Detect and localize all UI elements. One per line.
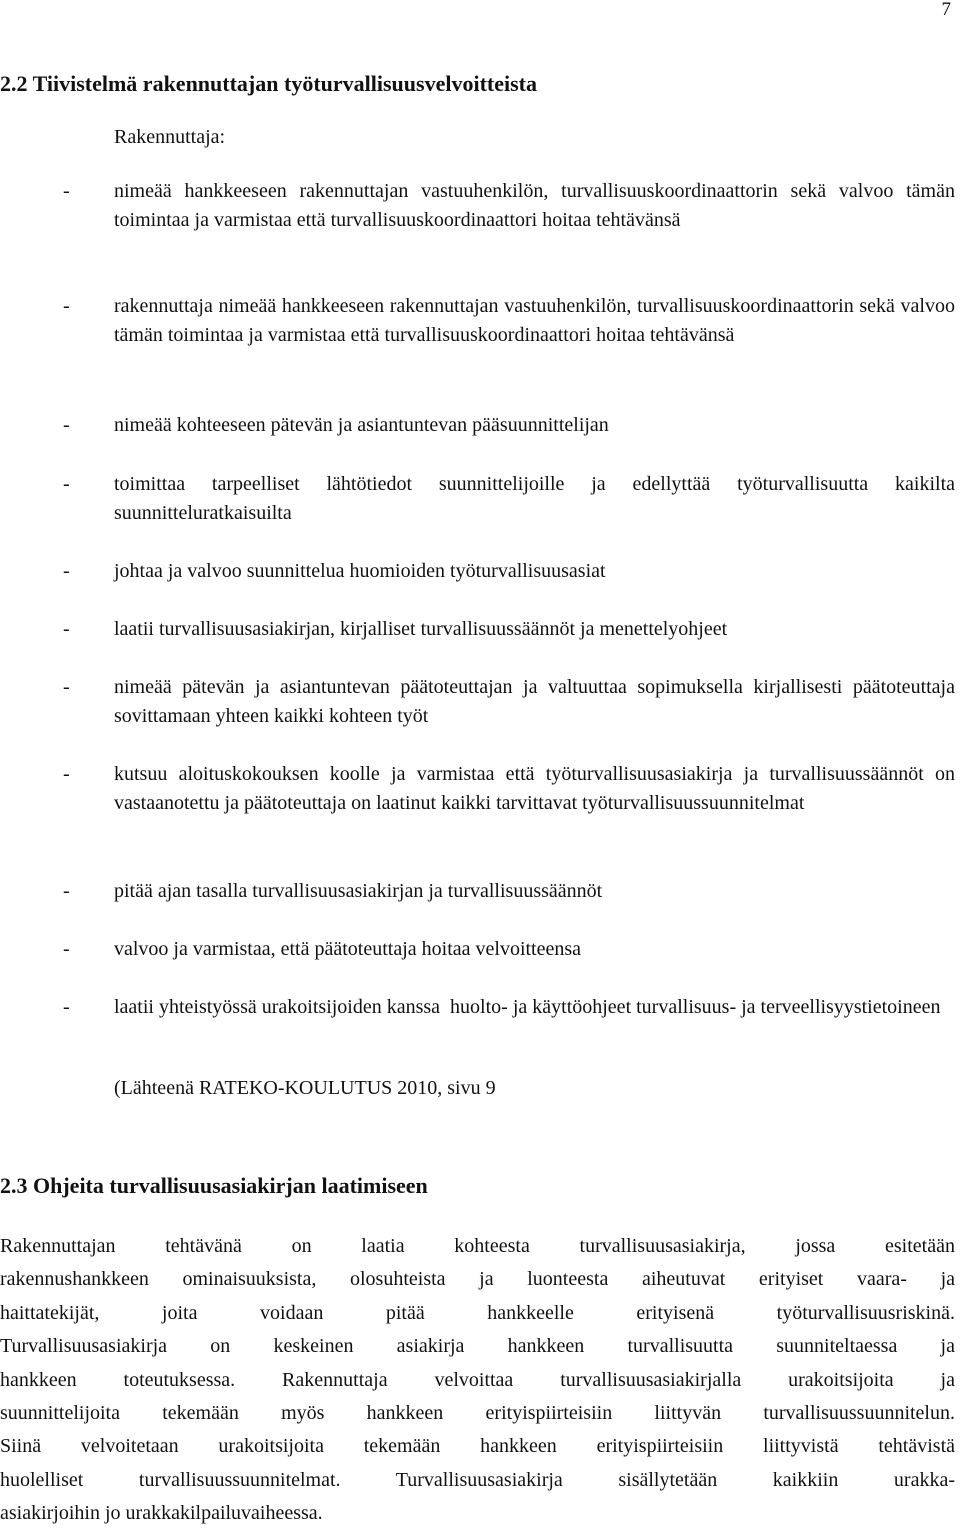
list-item-text: nimeää hankkeeseen rakennuttajan vastuuhenkilön, turvallisuuskoordinaattorin sekä valvoo tämän toimintaa ja varmistaa että turvallisuuskoordinaattori hoitaa tehtävänsä: [114, 180, 955, 231]
list-dash: -: [63, 938, 70, 960]
list-item-text: laatii turvallisuusasiakirjan, kirjalliset turvallisuussäännöt ja menettelyohjeet: [114, 618, 728, 640]
list-dash: -: [63, 996, 70, 1018]
list-item: [0, 760, 955, 818]
list-dash: -: [63, 880, 70, 902]
paragraph-line: rakennushankkeen ominaisuuksista, olosuhteista ja luonteesta aiheutuvat erityiset vaara- ja: [0, 1268, 955, 1291]
list-item: [0, 411, 955, 440]
list-item-text: laatii yhteistyössä urakoitsijoiden kanssa huolto- ja käyttöohjeet turvallisuus- ja terveellisyystietoineen: [114, 996, 941, 1018]
list-item-text: nimeää kohteeseen pätevän ja asiantuntevan pääsuunnittelijan: [114, 414, 609, 436]
page-number: 7: [941, 0, 951, 20]
list-item-text: pitää ajan tasalla turvallisuusasiakirjan ja turvallisuussäännöt: [114, 880, 603, 902]
list-dash: -: [63, 414, 70, 436]
source-citation: (Lähteenä RATEKO-KOULUTUS 2010, sivu 9: [114, 1077, 496, 1099]
list-item-text: johtaa ja valvoo suunnittelua huomioiden työturvallisuusasiat: [114, 560, 606, 582]
list-item: [0, 292, 955, 350]
list-item: [0, 935, 955, 964]
list-item: [0, 557, 955, 586]
subheading-rakennuttaja: Rakennuttaja:: [114, 126, 226, 148]
list-item-text: valvoo ja varmistaa, että päätoteuttaja hoitaa velvoitteensa: [114, 938, 582, 960]
list-item: [0, 470, 955, 528]
list-item-text: kutsuu aloituskokouksen koolle ja varmistaa että työturvallisuusasiakirja ja turvallisuussäännöt on vastaanotettu ja päätoteuttaja on laatinut kaikki tarvittavat työturvallisuussuunnitelmat: [114, 763, 955, 814]
list-item: [0, 673, 955, 731]
list-item-text: nimeää pätevän ja asiantuntevan päätoteuttajan ja valtuuttaa sopimuksella kirjallisesti päätoteuttaja sovittamaan yhteen kaikki kohteen työt: [114, 676, 955, 727]
list-item-text: rakennuttaja nimeää hankkeeseen rakennuttajan vastuuhenkilön, turvallisuuskoordinaattorin sekä valvoo tämän toimintaa ja varmistaa että turvallisuuskoordinaattori hoitaa tehtävänsä: [114, 295, 955, 346]
paragraph-line: hankkeen toteutuksessa. Rakennuttaja velvoittaa turvallisuusasiakirjalla urakoitsijoita ja: [0, 1368, 955, 1391]
list-item: [0, 177, 955, 235]
section-heading-2-2: 2.2 Tiivistelmä rakennuttajan työturvallisuusvelvoitteista: [0, 71, 537, 96]
list-dash: -: [63, 560, 70, 582]
section-heading-2-3: 2.3 Ohjeita turvallisuusasiakirjan laatimiseen: [0, 1173, 428, 1198]
list-dash: -: [63, 618, 70, 640]
paragraph-line: Turvallisuusasiakirja on keskeinen asiakirja hankkeen turvallisuutta suunniteltaessa ja: [0, 1335, 955, 1358]
list-item-text: toimittaa tarpeelliset lähtötiedot suunnittelijoille ja edellyttää työturvallisuutta kaikilta suunnitteluratkaisuilta: [114, 473, 955, 524]
list-dash: -: [63, 763, 70, 785]
list-item: [0, 877, 955, 906]
body-paragraph: [0, 1230, 955, 1531]
paragraph-line: asiakirjoihin jo urakkakilpailuvaiheessa.: [0, 1502, 323, 1525]
list-item: [0, 615, 955, 644]
paragraph-line: huolelliset turvallisuussuunnitelmat. Turvallisuusasiakirja sisällytetään kaikkiin urakka-: [0, 1468, 955, 1491]
list-item: [0, 993, 955, 1022]
list-dash: -: [63, 676, 70, 698]
paragraph-line: Siinä velvoitetaan urakoitsijoita tekemään hankkeen erityispiirteisiin liittyvistä tehtävistä: [0, 1435, 955, 1458]
list-dash: -: [63, 295, 70, 317]
paragraph-line: haittatekijät, joita voidaan pitää hankkeelle erityisenä työturvallisuusriskinä.: [0, 1301, 955, 1324]
list-dash: -: [63, 180, 70, 202]
list-dash: -: [63, 473, 70, 495]
paragraph-line: Rakennuttajan tehtävänä on laatia kohteesta turvallisuusasiakirja, jossa esitetään: [0, 1235, 955, 1257]
paragraph-line: suunnittelijoita tekemään myös hankkeen erityispiirteisiin liittyvän turvallisuussuunnitelun.: [0, 1401, 955, 1424]
